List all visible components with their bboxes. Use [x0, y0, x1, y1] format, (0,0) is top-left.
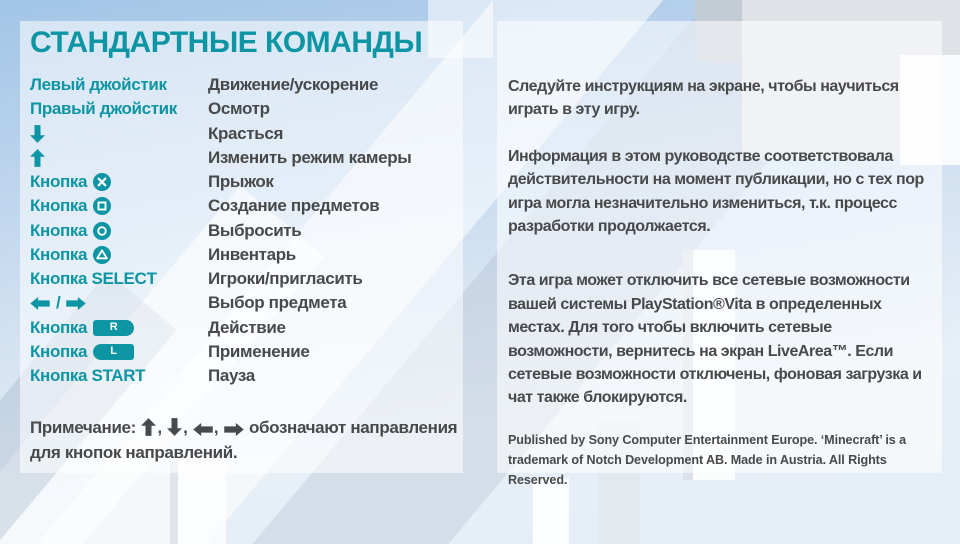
info-paragraphs [508, 75, 938, 433]
command-control [30, 196, 208, 216]
command-row [30, 146, 454, 170]
square-button-icon [93, 197, 111, 215]
control-text: Кнопка [30, 341, 88, 361]
command-control [30, 366, 208, 386]
note-text: , [157, 418, 167, 437]
info-panel [497, 21, 942, 487]
command-row [30, 194, 454, 218]
control-text: Кнопка [30, 317, 88, 337]
arrow-left-icon [30, 297, 50, 310]
background-shape [170, 462, 226, 544]
command-control [30, 99, 208, 119]
control-text: Кнопка START [30, 366, 146, 386]
arrow-right-icon [224, 423, 244, 436]
command-action: Осмотр [208, 99, 270, 119]
note-text: обозначают направления для кнопок направлений. [30, 418, 458, 462]
r-shoulder-button-icon: R [93, 320, 134, 336]
command-control [30, 75, 208, 95]
command-row [30, 73, 454, 97]
info-paragraph: Эта игра может отключить все сетевые возможности вашей системы PlayStation®Vita в определенных местах. Для того чтобы включить сетевые возможности, вернитесь на экран LiveArea™. Если сетевые возможности отключены, фоновая загрузка и чат также блокируются. [508, 272, 922, 407]
cross-button-icon [93, 173, 111, 191]
command-row [30, 316, 454, 340]
command-control [30, 172, 208, 192]
control-text: Кнопка [30, 196, 88, 216]
page-title: СТАНДАРТНЫЕ КОМАНДЫ [30, 26, 423, 59]
arrow-up-icon [30, 149, 45, 167]
control-text: Кнопка SELECT [30, 269, 157, 289]
circle-button-icon [93, 222, 111, 240]
info-paragraph: Следуйте инструкциям на экране, чтобы научиться играть в эту игру. [508, 78, 899, 119]
command-action: Прыжок [208, 172, 274, 192]
command-row [30, 219, 454, 243]
control-text: / [56, 293, 61, 313]
control-text: Кнопка [30, 172, 88, 192]
command-row [30, 291, 454, 315]
note-text: , [213, 418, 223, 437]
arrow-down-icon [30, 125, 45, 143]
note-text: Примечание: [30, 418, 141, 437]
arrow-down-icon [167, 418, 182, 436]
control-text: Правый джойстик [30, 99, 177, 119]
commands-panel [20, 21, 463, 473]
command-control [30, 293, 208, 313]
command-control [30, 269, 208, 289]
commands-list [30, 73, 454, 388]
command-control [30, 149, 208, 167]
control-text: Кнопка [30, 244, 88, 264]
command-row [30, 364, 454, 388]
info-paragraph: Информация в этом руководстве соответствовала действительности на момент публикации, но с тех пор игра могла незначительно измениться, т.к. процесс разработки продолжается. [508, 147, 924, 236]
command-row [30, 170, 454, 194]
command-row [30, 267, 454, 291]
command-row [30, 340, 454, 364]
command-control [30, 245, 208, 265]
control-text: Левый джойстик [30, 75, 167, 95]
command-action: Игроки/пригласить [208, 269, 363, 289]
command-action: Пауза [208, 366, 255, 386]
command-row [30, 97, 454, 121]
command-action: Создание предметов [208, 196, 380, 216]
directions-note [30, 415, 460, 465]
command-action: Применение [208, 341, 310, 361]
note-text: , [183, 418, 192, 437]
command-row [30, 122, 454, 146]
command-action: Инвентарь [208, 244, 296, 264]
command-action: Изменить режим камеры [208, 147, 412, 167]
control-text: Кнопка [30, 220, 88, 240]
command-control [30, 318, 208, 338]
command-control [30, 125, 208, 143]
command-row [30, 243, 454, 267]
command-control [30, 221, 208, 241]
command-action: Красться [208, 123, 284, 143]
command-control [30, 342, 208, 362]
command-action: Выбросить [208, 220, 302, 240]
legal-text: Published by Sony Computer Entertainment Europe. ‘Minecraft’ is a trademark of Notch Development AB. Made in Austria. All Rights Reserved. [508, 433, 906, 487]
command-action: Выбор предмета [208, 293, 347, 313]
l-shoulder-button-icon: L [93, 344, 134, 360]
triangle-button-icon [93, 246, 111, 264]
arrow-up-icon [141, 418, 156, 436]
arrow-left-icon [193, 423, 213, 436]
command-action: Действие [208, 317, 286, 337]
command-action: Движение/ускорение [208, 75, 379, 95]
arrow-right-icon [66, 297, 86, 310]
